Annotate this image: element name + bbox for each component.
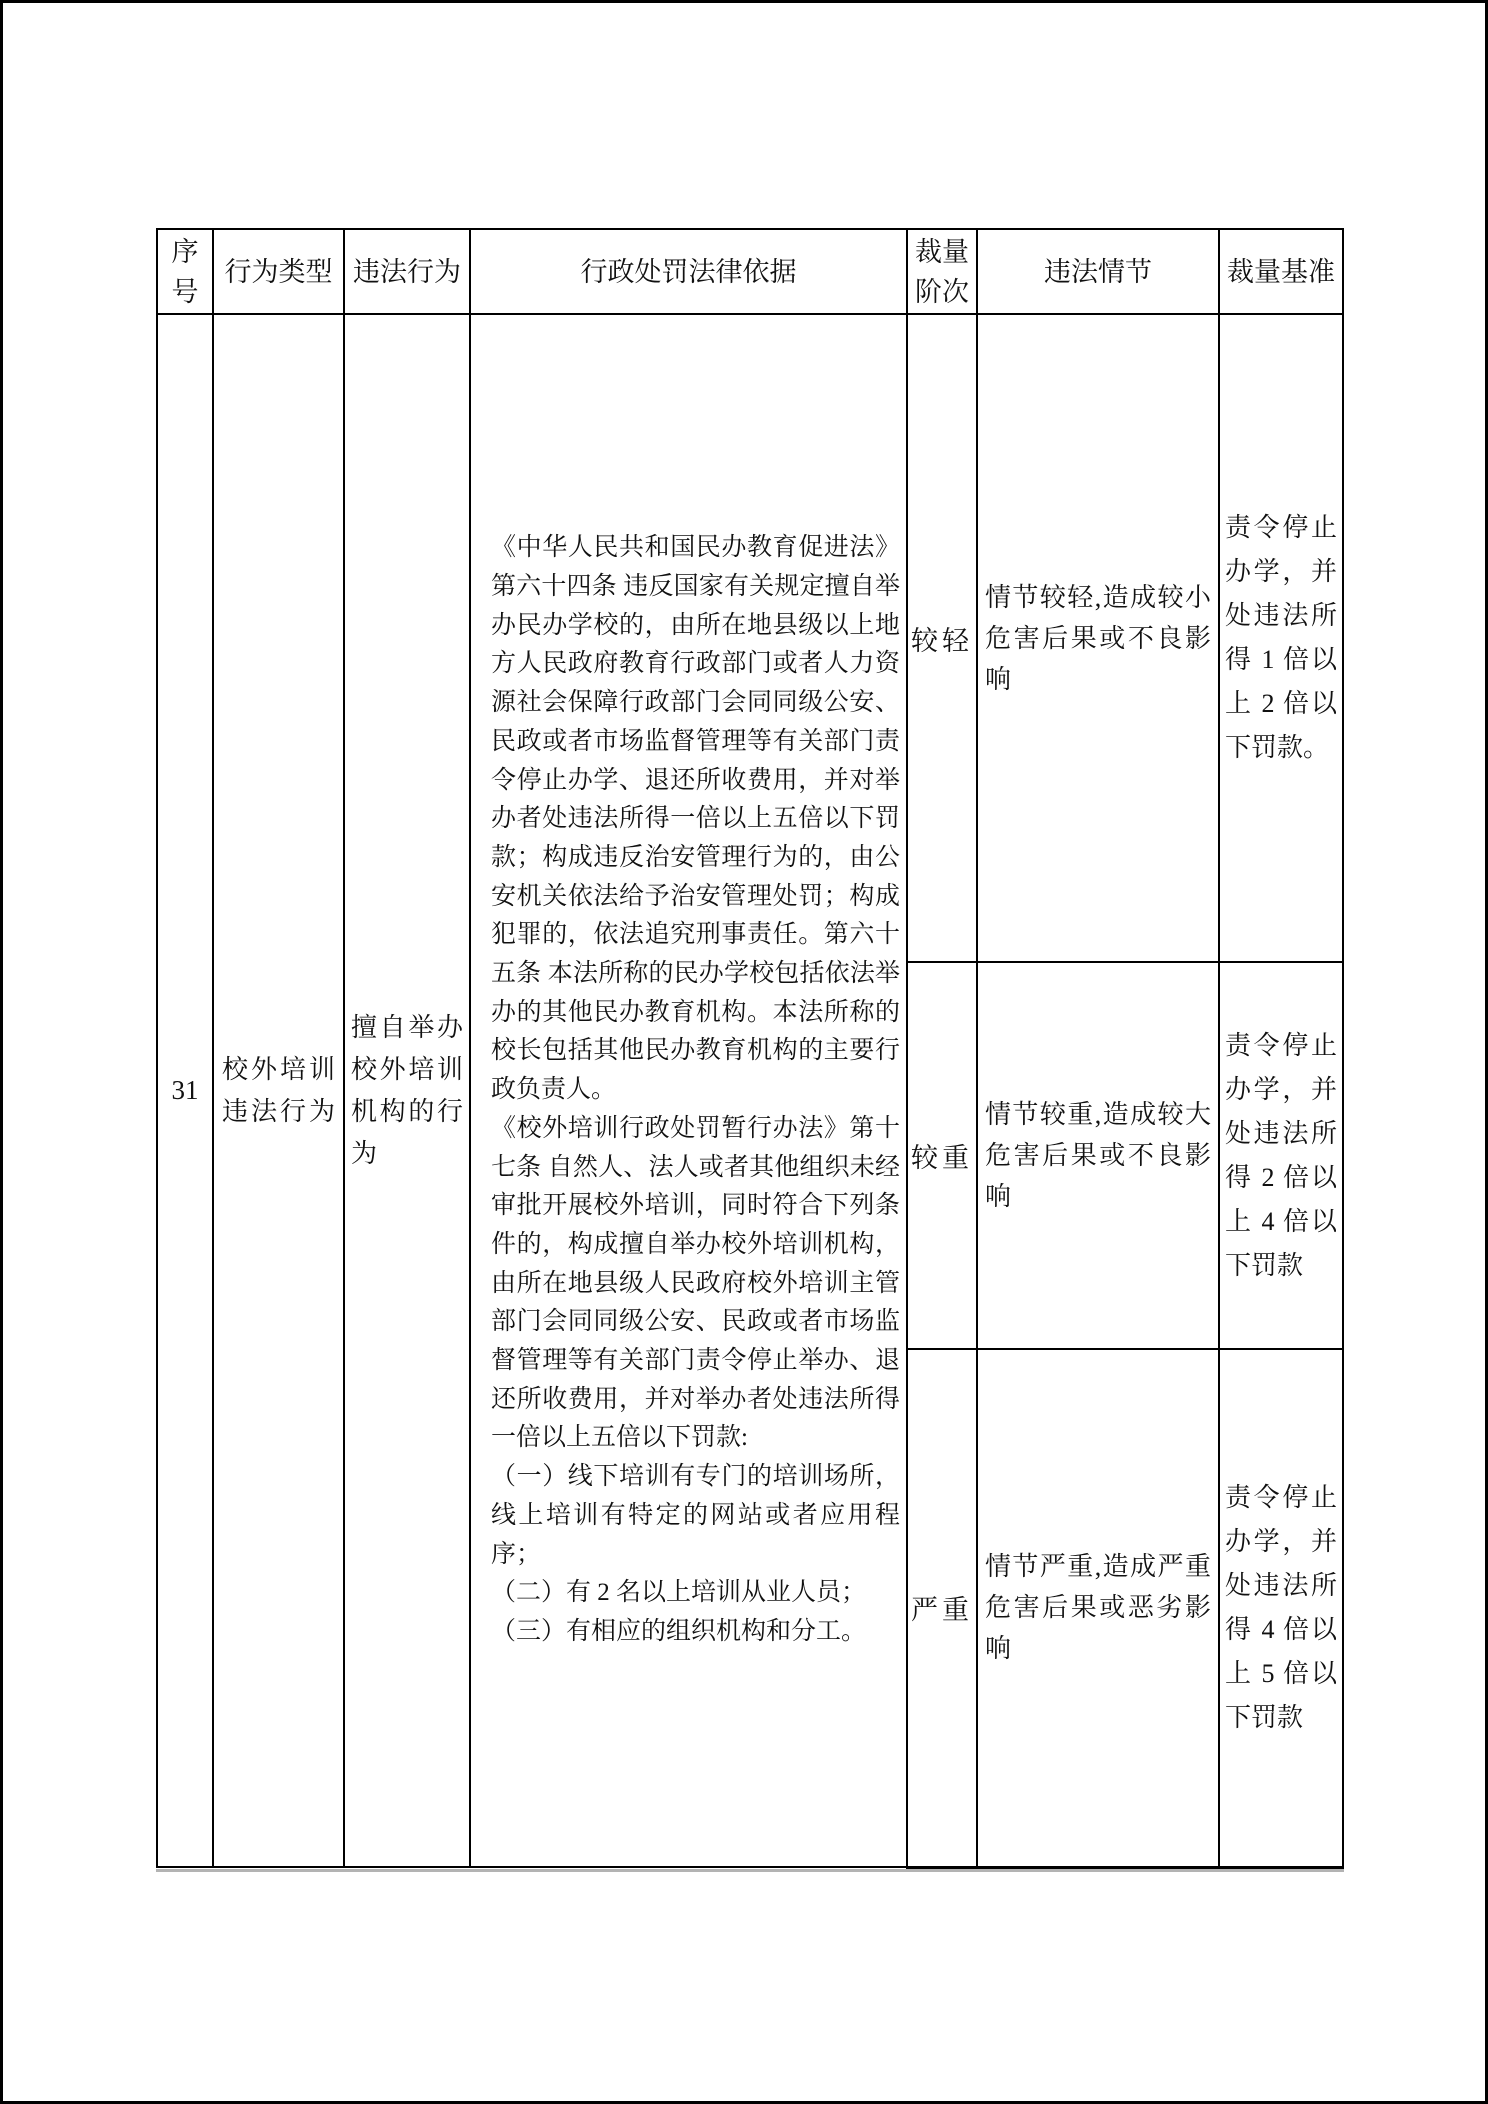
- cell-legal-basis: [470, 314, 907, 1867]
- legal-basis-text: [491, 529, 900, 1651]
- cell-benchmark-severe: [1219, 1349, 1343, 1867]
- header-serial-number: 序号: [157, 229, 213, 314]
- legal-basis-paragraph: 《校外培训行政处罚暂行办法》第十七条 自然人、法人或者其他组织未经审批开展校外培训，同时符合下列条件的，构成擅自举办校外培训机构，由所在地县级人民政府校外培训主管部门会同同级公安、民政或者市场监督管理等有关部门责令停止举办、退还所收费用，并对举办者处违法所得一倍以上五倍以下罚款:: [491, 1114, 900, 1452]
- header-legal-basis: 行政处罚法律依据: [470, 229, 907, 314]
- cell-level-minor: 较轻: [907, 314, 977, 962]
- circumstance-text-minor: 情节较轻,造成较小危害后果或不良影响: [985, 582, 1211, 694]
- sub-row-minor: [157, 314, 1343, 962]
- header-violation-circumstance: 违法情节: [977, 229, 1219, 314]
- cell-behavior-type: 校外培训违法行为: [213, 314, 344, 1867]
- cell-benchmark-minor: [1219, 314, 1343, 962]
- cell-circumstance-minor: [977, 314, 1219, 962]
- cell-serial-number: 31: [157, 314, 213, 1867]
- benchmark-text-severe: 责令停止办学，并处违法所得 4 倍以上 5 倍以下罚款: [1225, 1482, 1337, 1732]
- legal-basis-paragraph: （三）有相应的组织机构和分工。: [491, 1617, 867, 1645]
- cell-benchmark-moderate: [1219, 962, 1343, 1349]
- header-row: [157, 229, 1343, 314]
- cell-level-severe: 严重: [907, 1349, 977, 1867]
- benchmark-text-minor: 责令停止办学，并处违法所得 1 倍以上 2 倍以下罚款。: [1225, 513, 1337, 762]
- legal-basis-paragraph: （一）线下培训有专门的培训场所，线上培训有特定的网站或者应用程序；: [491, 1463, 900, 1568]
- header-discretion-benchmark: 裁量基准: [1219, 229, 1343, 314]
- benchmark-text-moderate: 责令停止办学，并处违法所得 2 倍以上 4 倍以下罚款: [1225, 1030, 1337, 1280]
- header-behavior-type: 行为类型: [213, 229, 344, 314]
- cell-circumstance-severe: [977, 1349, 1219, 1867]
- legal-basis-paragraph: 《中华人民共和国民办教育促进法》第六十四条 违反国家有关规定擅自举办民办学校的，由所在地县级以上地方人民政府教育行政部门或者人力资源社会保障行政部门会同同级公安、民政或者市场监督管理等有关部门责令停止办学、退还所收费用，并对举办者处违法所得一倍以上五倍以下罚款；构成违反治安管理行为的，由公安机关依法给予治安管理处罚；构成犯罪的，依法追究刑事责任。第六十五条 本法所称的民办学校包括依法举办的其他民办教育机构。本法所称的校长包括其他民办教育机构的主要行政负责人。: [491, 534, 900, 1104]
- legal-basis-paragraph: （二）有 2 名以上培训从业人员；: [491, 1579, 867, 1607]
- cell-circumstance-moderate: [977, 962, 1219, 1349]
- circumstance-text-moderate: 情节较重,造成较大危害后果或不良影响: [985, 1100, 1211, 1211]
- circumstance-text-severe: 情节严重,造成严重危害后果或恶劣影响: [985, 1552, 1211, 1664]
- cell-illegal-behavior: 擅自举办校外培训机构的行为: [344, 314, 470, 1867]
- penalty-table: [156, 228, 1344, 1869]
- header-discretion-level: 裁量阶次: [907, 229, 977, 314]
- cell-level-moderate: 较重: [907, 962, 977, 1349]
- header-illegal-behavior: 违法行为: [344, 229, 470, 314]
